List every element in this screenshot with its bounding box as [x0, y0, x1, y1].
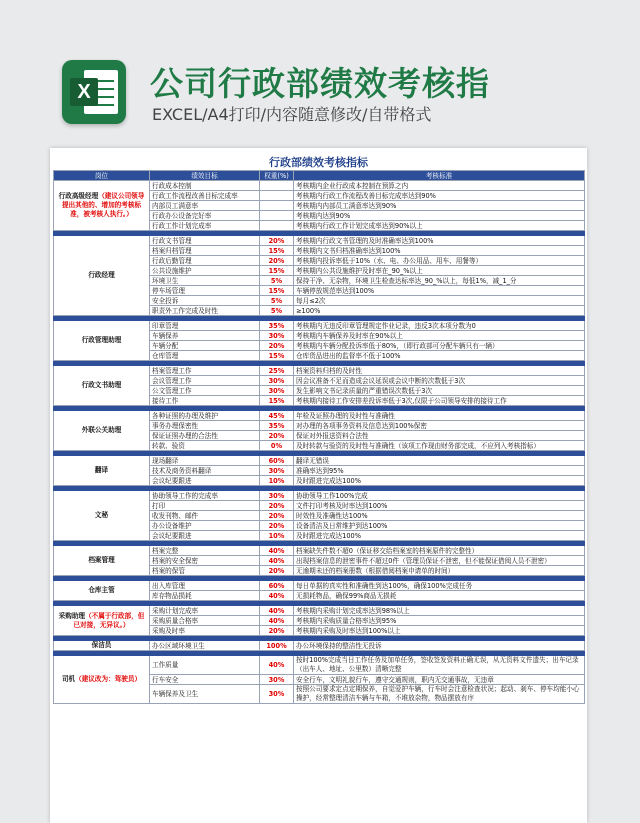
weight-cell: 20% — [260, 501, 294, 511]
goal-cell: 办公设备维护 — [150, 521, 260, 531]
position-name: 外联公关助理 — [81, 426, 122, 434]
weight-cell: 15% — [260, 246, 294, 256]
weight-cell: 60% — [260, 456, 294, 466]
position-cell — [54, 491, 150, 541]
table-row — [54, 366, 585, 376]
goal-cell: 印章管理 — [150, 321, 260, 331]
column-header-position: 岗位 — [54, 171, 150, 181]
table-row — [54, 181, 585, 191]
standard-cell: 及时转款与验资的及时性与准确性（该项工作现由财务部完成，不应列入考核指标） — [294, 441, 585, 451]
document-sheet — [50, 148, 587, 823]
table-row — [54, 321, 585, 331]
goal-cell: 行车安全 — [150, 675, 260, 685]
weight-cell: 0% — [260, 441, 294, 451]
position-note: （建议公司领导提出其他的、增加的考核标准，被考核人执行。） — [61, 192, 145, 218]
goal-cell: 停车场管理 — [150, 286, 260, 296]
weight-cell: 45% — [260, 411, 294, 421]
table-row — [54, 411, 585, 421]
weight-cell: 25% — [260, 366, 294, 376]
weight-cell: 35% — [260, 421, 294, 431]
weight-cell — [260, 181, 294, 191]
goal-cell: 各种证照的办理及维护 — [150, 411, 260, 421]
weight-cell: 5% — [260, 296, 294, 306]
position-name: 行政经理 — [88, 271, 115, 279]
position-name: 行政文书助理 — [81, 381, 122, 389]
standard-cell: 考核期内采购计划完成率达到98%以上 — [294, 606, 585, 616]
weight-cell: 30% — [260, 376, 294, 386]
standard-cell: 考核期内文书归档准确率达到100% — [294, 246, 585, 256]
standard-cell: 仓库货品进出的监督率不低于100% — [294, 351, 585, 361]
standard-cell: 发生影响文书记录质量的严重错误次数低于3次 — [294, 386, 585, 396]
goal-cell: 档案管理工作 — [150, 366, 260, 376]
page-title: 公司行政部绩效考核指 — [150, 64, 490, 103]
goal-cell: 保证证照办理的合法性 — [150, 431, 260, 441]
standard-cell: 按照公司要求定点定期保养，自觉爱护车辆，行车时会注意检查状况；起动、刹车、停车均能小心操护，经常整理清洁车辆与车箱，不堆放杂物，物品摆放有序 — [294, 685, 585, 704]
table-header-row — [54, 171, 585, 181]
position-name: 仓库主管 — [88, 586, 115, 594]
goal-cell: 工作质量 — [150, 656, 260, 675]
standard-cell: 考核期内内部员工满意率达到90% — [294, 201, 585, 211]
weight-cell: 40% — [260, 656, 294, 675]
goal-cell: 转款、验资 — [150, 441, 260, 451]
standard-cell: 车辆停放规范率达到100% — [294, 286, 585, 296]
weight-cell: 100% — [260, 641, 294, 651]
goal-cell: 车辆保养及卫生 — [150, 685, 260, 704]
weight-cell: 60% — [260, 581, 294, 591]
weight-cell: 40% — [260, 556, 294, 566]
goal-cell: 会议纪要跟进 — [150, 476, 260, 486]
goal-cell: 现场翻译 — [150, 456, 260, 466]
goal-cell: 事务办理保密性 — [150, 421, 260, 431]
goal-cell: 行政办公设备完好率 — [150, 211, 260, 221]
table-row — [54, 656, 585, 675]
position-name: 行政高级经理 — [58, 192, 99, 200]
position-name: 采购助理 — [58, 611, 86, 620]
weight-cell: 30% — [260, 386, 294, 396]
goal-cell: 会议纪要跟进 — [150, 531, 260, 541]
position-name: 档案管理 — [88, 556, 115, 564]
goal-cell: 行政工作流程改善目标完成率 — [150, 191, 260, 201]
standard-cell: 无逾期未还的档案册数（根据借阅档案申请单的时间） — [294, 566, 585, 576]
goal-cell: 档案完整 — [150, 546, 260, 556]
position-cell — [54, 366, 150, 406]
goal-cell: 档案的安全保密 — [150, 556, 260, 566]
goal-cell: 采购及时率 — [150, 626, 260, 636]
goal-cell: 行政文书管理 — [150, 236, 260, 246]
goal-cell: 行政工作计划完成率 — [150, 221, 260, 231]
standard-cell: 保证对外报送资料合法性 — [294, 431, 585, 441]
weight-cell: 5% — [260, 276, 294, 286]
standard-cell: 档案缺失件数不超0（保证移交给档案室的档案原件的完整性） — [294, 546, 585, 556]
standard-cell: 及时跟进完成达100% — [294, 476, 585, 486]
standard-cell: 保持干净、无杂物，环境卫生检查达标率达_90_%以上，每低1%，减_1_分 — [294, 276, 585, 286]
standard-cell: 因会议准备不足而造成会议延误或会议中断的次数低于3次 — [294, 376, 585, 386]
weight-cell: 15% — [260, 266, 294, 276]
weight-cell: 40% — [260, 591, 294, 601]
standard-cell: 考核期内采购质量合格率达到95% — [294, 616, 585, 626]
standard-cell: 每日单据的真实性和准确性到达100%，确保100%完成任务 — [294, 581, 585, 591]
position-cell — [54, 411, 150, 451]
goal-cell: 接待工作 — [150, 396, 260, 406]
goal-cell: 行政后勤管理 — [150, 256, 260, 266]
position-cell — [54, 641, 150, 651]
goal-cell: 内部员工满意率 — [150, 201, 260, 211]
goal-cell: 档案的保管 — [150, 566, 260, 576]
standard-cell: 出现档案信息的泄密事件不超过0件（管理员保证不泄密，但不能保证借阅人员不泄密） — [294, 556, 585, 566]
page-subtitle: EXCEL/A4打印/内容随意修改/自带格式 — [152, 105, 432, 124]
weight-cell: 15% — [260, 351, 294, 361]
position-cell — [54, 236, 150, 316]
position-name: 行政管理助理 — [81, 336, 122, 344]
weight-cell: 20% — [260, 431, 294, 441]
weight-cell: 30% — [260, 675, 294, 685]
standard-cell: 考核期内车辆分配投诉率低于80%，（即行政部可分配车辆只有一辆） — [294, 341, 585, 351]
standard-cell: 按时100%完成当日工作任务及加单任务，签收签发资料正确无误，从无资料文件遗失；出车记录（出车人、地址、公里数）清晰完整 — [294, 656, 585, 675]
goal-cell: 安全投诉 — [150, 296, 260, 306]
weight-cell: 20% — [260, 511, 294, 521]
weight-cell: 20% — [260, 566, 294, 576]
weight-cell: 20% — [260, 341, 294, 351]
weight-cell: 20% — [260, 626, 294, 636]
standard-cell: 年检及证照办理的及时性与准确性 — [294, 411, 585, 421]
standard-cell: 安全行车，文明礼貌行车，遵守交通规则，职内无交通事故，无违章 — [294, 675, 585, 685]
standard-cell: 每月≤2次 — [294, 296, 585, 306]
standard-cell: 考核期内行政工作流程改善目标完成率达到90% — [294, 191, 585, 201]
excel-logo-icon: X — [62, 60, 126, 124]
position-cell — [54, 606, 150, 636]
table-body — [54, 181, 585, 704]
weight-cell: 40% — [260, 546, 294, 556]
table-row — [54, 546, 585, 556]
position-name: 翻译 — [94, 466, 109, 474]
standard-cell: 考核期内行政工作计划完成率达到90%以上 — [294, 221, 585, 231]
position-name: 文秘 — [94, 511, 109, 519]
standard-cell: 文件打印考核及时率达到100% — [294, 501, 585, 511]
standard-cell: 考核期内公共设施维护及时率在_90_%以上 — [294, 266, 585, 276]
standard-cell: 及时跟进完成达100% — [294, 531, 585, 541]
standard-cell: 翻译无错误 — [294, 456, 585, 466]
weight-cell: 30% — [260, 466, 294, 476]
weight-cell: 15% — [260, 396, 294, 406]
standard-cell: 考核期内达到90% — [294, 211, 585, 221]
goal-cell: 公共设施维护 — [150, 266, 260, 276]
weight-cell: 20% — [260, 256, 294, 266]
goal-cell: 仓库管理 — [150, 351, 260, 361]
column-header-weight: 权重(%) — [260, 171, 294, 181]
kpi-table — [53, 170, 585, 704]
weight-cell: 15% — [260, 286, 294, 296]
header — [0, 0, 640, 140]
weight-cell: 40% — [260, 616, 294, 626]
standard-cell: 考核期内行政文书管理的及时准确率达到100% — [294, 236, 585, 246]
goal-cell: 库存物品损耗 — [150, 591, 260, 601]
goal-cell: 公文管理工作 — [150, 386, 260, 396]
standard-cell: 考核期内接待工作安排差投诉率低于3次,仅限于公司领导安排的接待工作 — [294, 396, 585, 406]
table-row — [54, 491, 585, 501]
weight-cell: 30% — [260, 491, 294, 501]
standard-cell: 时效性及准确性达100% — [294, 511, 585, 521]
standard-cell: 考核期内车辆保养及时率在90%以上 — [294, 331, 585, 341]
goal-cell: 车辆保养 — [150, 331, 260, 341]
standard-cell: 考核期内采购及时率达到100%以上 — [294, 626, 585, 636]
position-note: （建议改为：驾驶员） — [75, 675, 142, 683]
weight-cell — [260, 211, 294, 221]
weight-cell: 20% — [260, 236, 294, 246]
weight-cell: 30% — [260, 685, 294, 704]
goal-cell: 技术及商务资料翻译 — [150, 466, 260, 476]
goal-cell: 车辆分配 — [150, 341, 260, 351]
goal-cell: 档案归档管理 — [150, 246, 260, 256]
table-row — [54, 456, 585, 466]
goal-cell: 协助领导工作的完成率 — [150, 491, 260, 501]
goal-cell: 采购计划完成率 — [150, 606, 260, 616]
goal-cell: 办公区域环境卫生 — [150, 641, 260, 651]
weight-cell — [260, 201, 294, 211]
position-note: （不属于行政部，但已对接，无异议。） — [73, 611, 145, 629]
position-cell — [54, 656, 150, 704]
standard-cell: 对办理的各项事务资料及信息达到100%保密 — [294, 421, 585, 431]
weight-cell: 40% — [260, 606, 294, 616]
table-row — [54, 606, 585, 616]
position-cell — [54, 581, 150, 601]
goal-cell: 职责外工作完成及时性 — [150, 306, 260, 316]
standard-cell: 设备清洁及日常维护到达100% — [294, 521, 585, 531]
table-row — [54, 581, 585, 591]
standard-cell: 协助领导工作100%完成 — [294, 491, 585, 501]
position-cell — [54, 181, 150, 231]
goal-cell: 出入库管理 — [150, 581, 260, 591]
weight-cell: 10% — [260, 531, 294, 541]
weight-cell: 20% — [260, 521, 294, 531]
goal-cell: 环境卫生 — [150, 276, 260, 286]
standard-cell: 考核期内投诉率低于10%（水、电、办公用品、用车、用餐等） — [294, 256, 585, 266]
goal-cell: 收发刊物、邮件 — [150, 511, 260, 521]
position-name: 司机 — [61, 675, 76, 683]
standard-cell: 档案资料归档的及时性 — [294, 366, 585, 376]
goal-cell: 会议管理工作 — [150, 376, 260, 386]
document-title: 行政部绩效考核指标 — [269, 156, 368, 169]
position-cell — [54, 546, 150, 576]
weight-cell: 5% — [260, 306, 294, 316]
weight-cell — [260, 191, 294, 201]
position-cell — [54, 321, 150, 361]
standard-cell: 无损耗物品，确保99%商品无损耗 — [294, 591, 585, 601]
goal-cell: 行政成本控制 — [150, 181, 260, 191]
weight-cell: 35% — [260, 321, 294, 331]
weight-cell — [260, 221, 294, 231]
standard-cell: 考核期内无违反印章管理规定作业记录，违反3次本项分数为0 — [294, 321, 585, 331]
table-row — [54, 641, 585, 651]
standard-cell: ≥100% — [294, 306, 585, 316]
column-header-goal: 绩效目标 — [150, 171, 260, 181]
standard-cell: 考核期内企业行政成本控制在预算之内 — [294, 181, 585, 191]
weight-cell: 10% — [260, 476, 294, 486]
goal-cell: 打印 — [150, 501, 260, 511]
position-name: 保洁员 — [91, 641, 112, 649]
column-header-standard: 考核标准 — [294, 171, 585, 181]
position-cell — [54, 456, 150, 486]
standard-cell: 办公环境保持的整洁性无投诉 — [294, 641, 585, 651]
standard-cell: 准确率达到95% — [294, 466, 585, 476]
goal-cell: 采购质量合格率 — [150, 616, 260, 626]
table-row — [54, 236, 585, 246]
weight-cell: 30% — [260, 331, 294, 341]
